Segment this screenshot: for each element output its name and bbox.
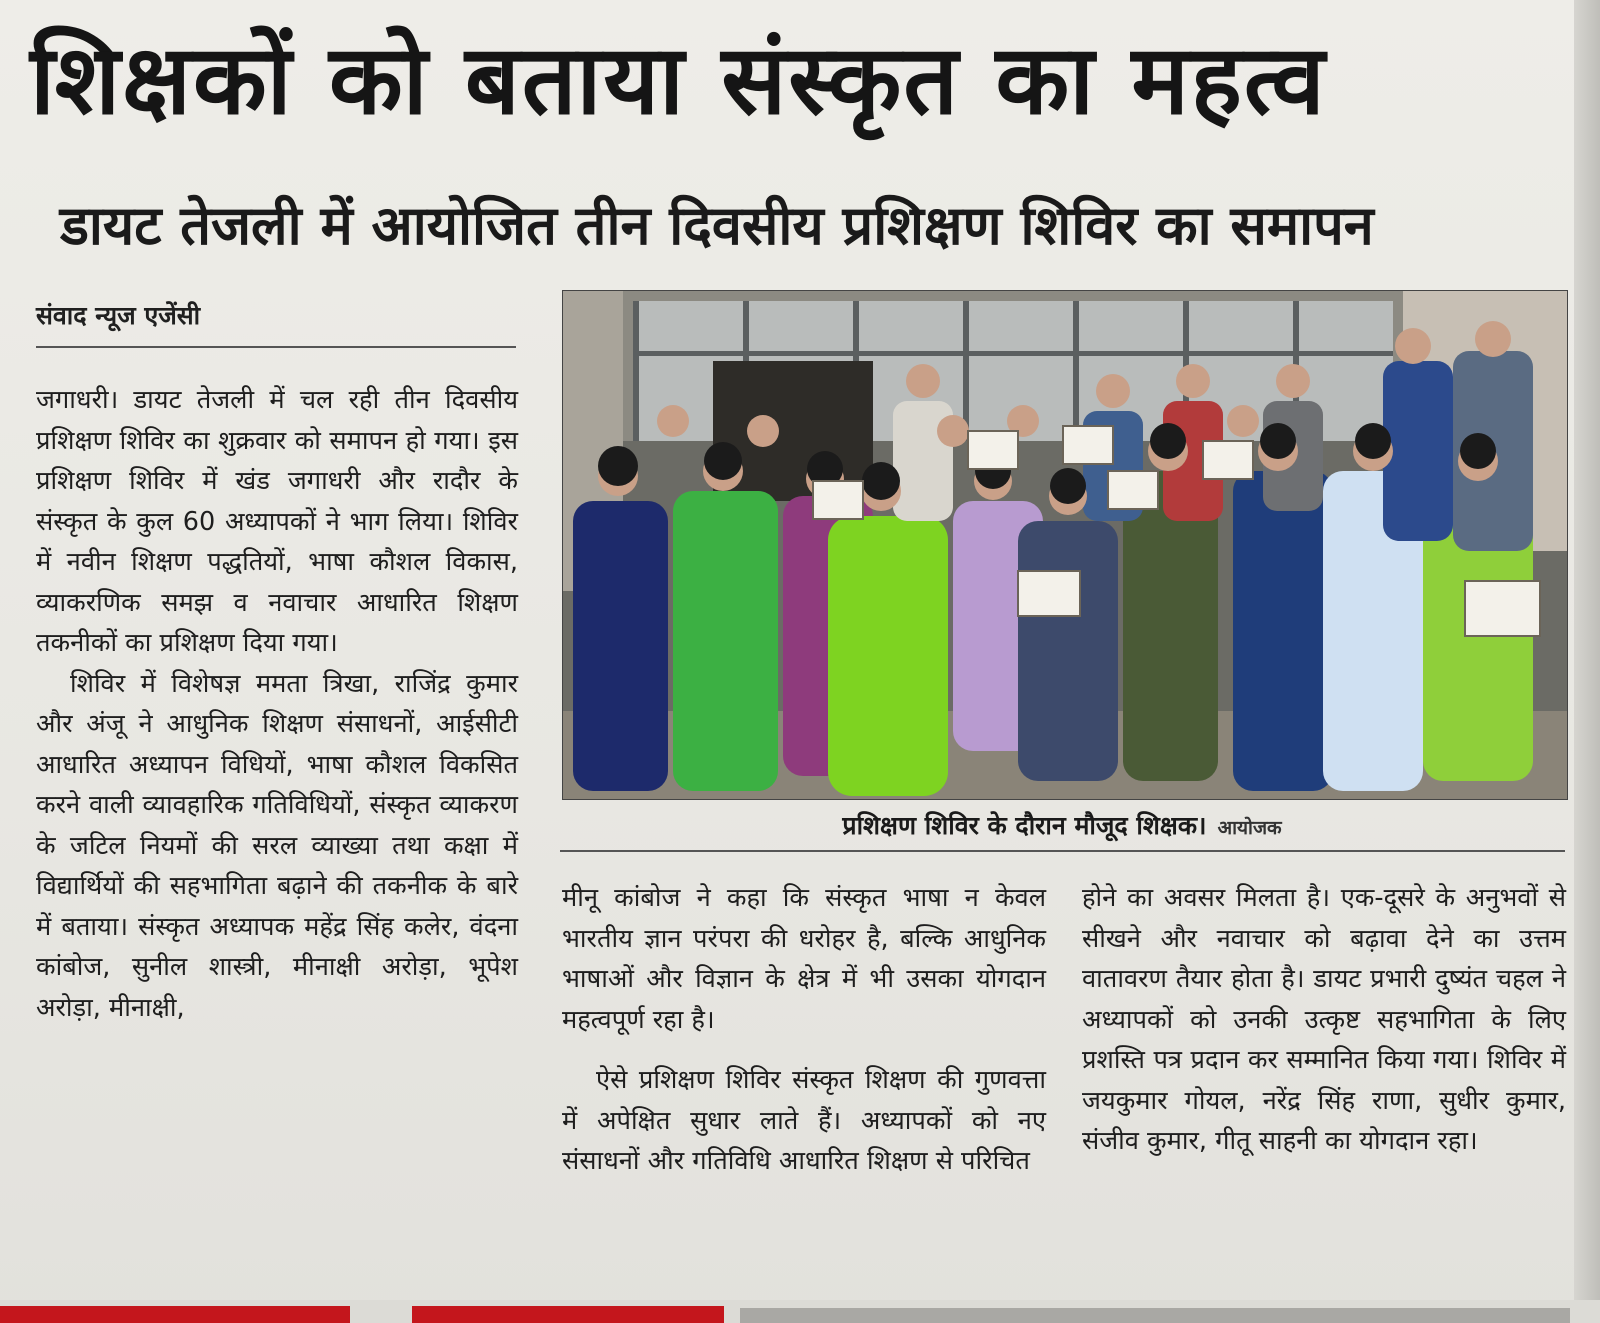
column2-paragraph-2: ऐसे प्रशिक्षण शिविर संस्कृत शिक्षण की गुणवत्ता में अपेक्षित सुधार लाते हैं। अध्यापकों को नए संसाधनों और गतिविधि आधारित शिक्षण से परिचित — [562, 1065, 1046, 1176]
event-photo — [562, 290, 1568, 800]
red-banner-left — [0, 1306, 350, 1323]
column2-paragraph-1: मीनू कांबोज ने कहा कि संस्कृत भाषा न केवल भारतीय ज्ञान परंपरा की धरोहर है, बल्कि आधुनिक भाषाओं और विज्ञान के क्षेत्र में भी उसका योगदान महत्वपूर्ण रहा है। — [562, 883, 1046, 1035]
column3-paragraph-1: होने का अवसर मिलता है। एक-दूसरे के अनुभवों से सीखने और नवाचार को बढ़ावा देने का उत्तम वातावरण तैयार होता है। डायट प्रभारी दुष्यंत चहल ने अध्यापकों को उनकी उत्कृष्ट सहभागिता के लिए प्रशस्ति पत्र प्रदान कर सम्मानित किया गया। शिविर में जयकुमार गोयल, नरेंद्र सिंह राणा, सुधीर कुमार, संजीव कुमार, गीतू साहनी का योगदान रहा। — [1082, 883, 1566, 1156]
column1-paragraph-1: जगाधरी। डायट तेजली में चल रही तीन दिवसीय प्रशिक्षण शिविर का शुक्रवार को समापन हो गया। इस प्रशिक्षण शिविर में खंड जगाधरी और रादौर के संस्कृत के कुल 60 अध्यापकों ने भाग लिया। शिविर में नवीन शिक्षण पद्धतियों, भाषा कौशल विकास, व्याकरणिक समझ व नवाचार आधारित शिक्षण तकनीकों का प्रशिक्षण दिया गया। — [36, 385, 518, 658]
caption-divider — [560, 850, 1565, 852]
column1-paragraph-2: शिविर में विशेषज्ञ ममता त्रिखा, राजिंद्र कुमार और अंजू ने आधुनिक शिक्षण संसाधनों, आईसीटी आधारित अध्यापन विधियों, भाषा कौशल विकसित करने वाली व्यावहारिक गतिविधियों, संस्कृत व्याकरण के जटिल नियमों की सरल व्याख्या तथा कक्षा में विद्यार्थियों की सहभागिता बढ़ाने की तकनीक के बारे में बताया। संस्कृत अध्यापक महेंद्र सिंह कलेर, वंदना कांबोज, सुनील शास्त्री, मीनाक्षी अरोड़ा, भूपेश अरोड़ा, मीनाक्षी, — [36, 668, 518, 1023]
grey-banner-right — [740, 1308, 1570, 1323]
photo-credit: आयोजक — [1217, 817, 1282, 839]
caption-text: प्रशिक्षण शिविर के दौरान मौजूद शिक्षक। — [842, 811, 1207, 840]
red-banner-middle — [412, 1306, 724, 1323]
group-photo-illustration — [563, 291, 1567, 799]
article-column-3 — [1082, 878, 1566, 1162]
article-column-1 — [36, 380, 518, 1028]
headline: शिक्षकों को बताया संस्कृत का महत्व — [30, 24, 1327, 136]
byline: संवाद न्यूज एजेंसी — [36, 301, 201, 330]
article-column-2 — [562, 878, 1046, 1182]
photo-caption — [560, 808, 1564, 842]
byline-divider — [36, 346, 516, 348]
page-edge — [1574, 0, 1600, 1323]
subheadline: डायट तेजली में आयोजित तीन दिवसीय प्रशिक्षण शिविर का समापन — [60, 194, 1374, 257]
